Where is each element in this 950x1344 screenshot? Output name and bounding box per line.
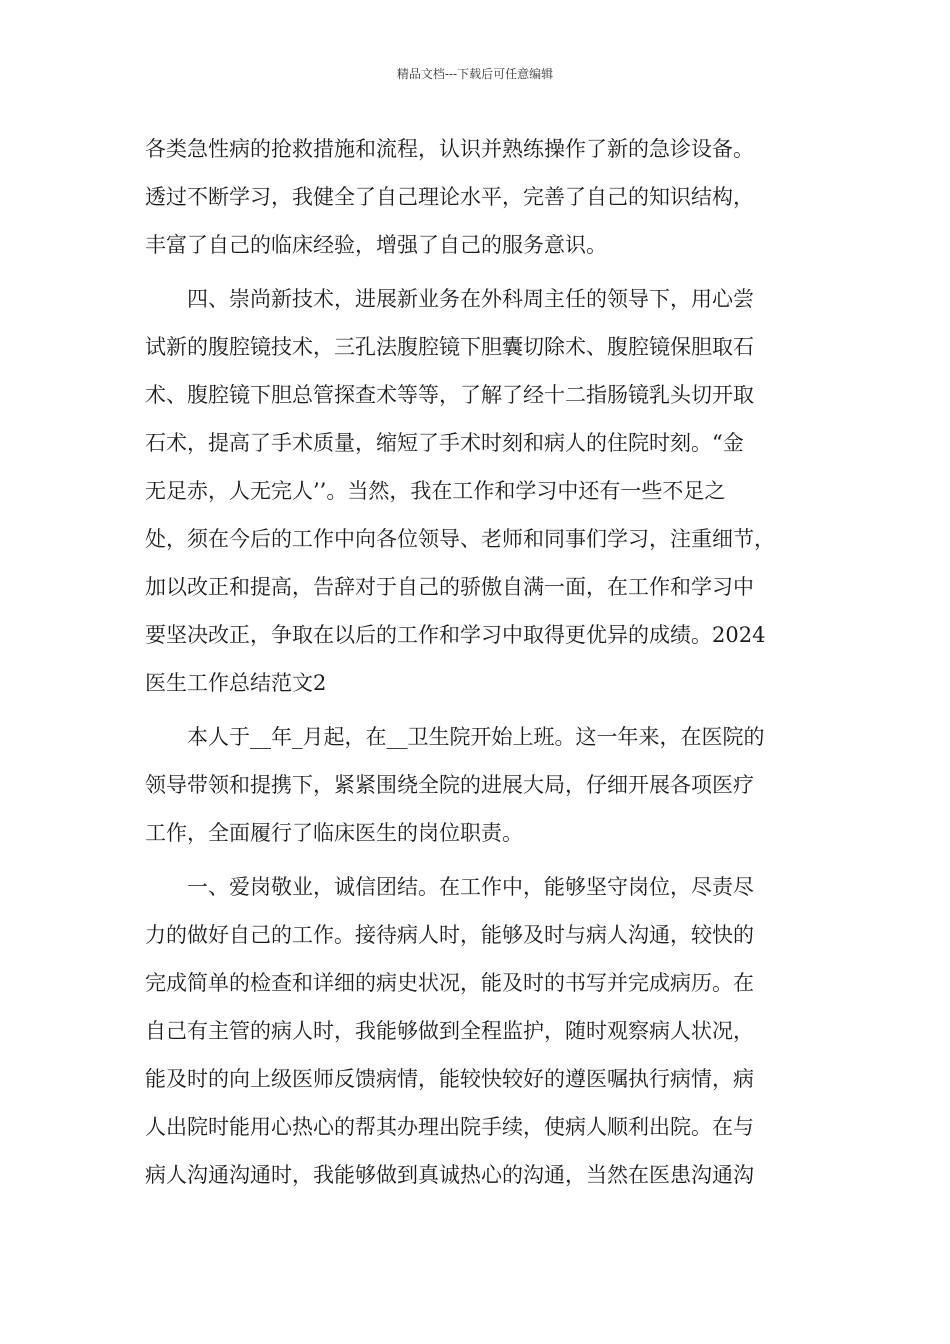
text-line: 加以改正和提高，告辞对于自己的骄傲自满一面，在工作和学习中 bbox=[145, 575, 754, 599]
text-line: 力的做好自己的工作。接待病人时，能够及时与病人沟通，较快的 bbox=[145, 923, 754, 947]
text-line: 各类急性病的抢救措施和流程，认识并熟练操作了新的急诊设备。 bbox=[145, 137, 754, 161]
text-line: 无足赤，人无完人’’。当然，我在工作和学习中还有一些不足之 bbox=[145, 479, 726, 503]
text-line: 一、爱岗敬业，诚信团结。在工作中，能够坚守岗位，尽责尽 bbox=[145, 875, 754, 899]
text-line: 完成简单的检查和详细的病史状况，能及时的书写并完成病历。在 bbox=[145, 971, 754, 995]
text-line: 四、崇尚新技术，进展新业务在外科周主任的领导下，用心尝 bbox=[145, 287, 754, 311]
text-line: 丰富了自己的临床经验，增强了自己的服务意识。 bbox=[145, 233, 607, 257]
text-line: 自己有主管的病人时，我能够做到全程监护，随时观察病人状况， bbox=[145, 1019, 754, 1043]
text-line: 医生工作总结范文2 bbox=[145, 671, 327, 695]
text-line: 术、腹腔镜下胆总管探查术等等，了解了经十二指肠镜乳头切开取 bbox=[145, 383, 754, 407]
document-body bbox=[145, 129, 833, 1203]
text-line: 要坚决改正，争取在以后的工作和学习中取得更优异的成绩。2024 bbox=[145, 623, 766, 647]
text-line: 领导带领和提携下，紧紧围绕全院的进展大局，仔细开展各项医疗 bbox=[145, 773, 754, 797]
text-line: 试新的腹腔镜技术，三孔法腹腔镜下胆囊切除术、腹腔镜保胆取石 bbox=[145, 335, 754, 359]
text-line: 能及时的向上级医师反馈病情，能较快较好的遵医嘱执行病情，病 bbox=[145, 1067, 754, 1091]
text-line: 本人于__年_月起，在__卫生院开始上班。这一年来，在医院的 bbox=[145, 725, 765, 749]
text-line: 透过不断学习，我健全了自己理论水平，完善了自己的知识结构， bbox=[145, 185, 754, 209]
text-line: 病人沟通沟通时，我能够做到真诚热心的沟通，当然在医患沟通沟 bbox=[145, 1163, 754, 1187]
text-line: 石术，提高了手术质量，缩短了手术时刻和病人的住院时刻。“金 bbox=[145, 431, 744, 455]
text-line: 工作，全面履行了临床医生的岗位职责。 bbox=[145, 821, 523, 845]
text-line: 人出院时能用心热心的帮其办理出院手续，使病人顺利出院。在与 bbox=[145, 1115, 754, 1139]
page-header: 精品文档---下载后可任意编辑 bbox=[396, 67, 554, 81]
text-line: 处，须在今后的工作中向各位领导、老师和同事们学习，注重细节， bbox=[145, 527, 775, 551]
